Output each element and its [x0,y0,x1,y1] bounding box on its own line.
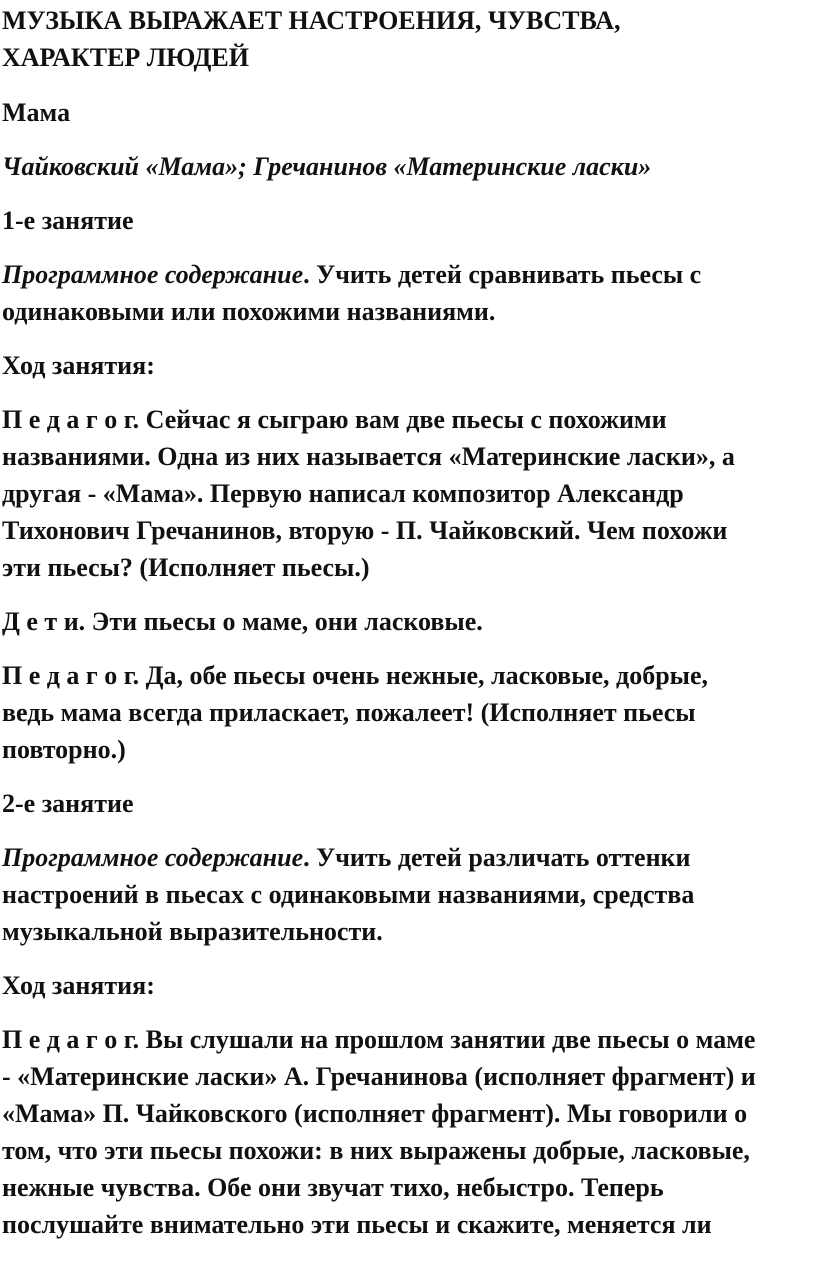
lesson1-course-heading: Ход занятия: [2,351,155,380]
document-title [2,2,816,76]
lesson2-heading: 2-е занятие [2,789,134,818]
lesson2-program [2,839,816,950]
paragraph-line: названиями. Одна из них называется «Материнские ласки», а [2,442,735,471]
lesson1-heading: 1-е занятие [2,206,134,235]
paragraph-line: П е д а г о г. Да, обе пьесы очень нежные, ласковые, добрые, [2,661,709,690]
program-label: Программное содержание [2,843,304,872]
works-line: Чайковский «Мама»; Гречанинов «Материнские ласки» [2,152,652,181]
paragraph-line: другая - «Мама». Первую написал композитор Александр [2,479,684,508]
paragraph-line: ведь мама всегда приласкает, пожалеет! (Исполняет пьесы [2,698,696,727]
program-text: . Учить детей сравнивать пьесы с [303,260,702,289]
lesson1-teacher-paragraph-2 [2,657,816,768]
program-text: одинаковыми или похожими названиями. [2,297,496,326]
paragraph-line: - «Материнские ласки» А. Гречанинова (исполняет фрагмент) и [2,1062,756,1091]
paragraph-line: «Мама» П. Чайковского (исполняет фрагмент). Мы говорили о [2,1099,748,1128]
topic-heading: Мама [2,98,71,127]
program-text: настроений в пьесах с одинаковыми названиями, средства [2,880,695,909]
paragraph-line: послушайте внимательно эти пьесы и скажите, меняется ли [2,1210,712,1239]
title-line: МУЗЫКА ВЫРАЖАЕТ НАСТРОЕНИЯ, ЧУВСТВА, [2,6,621,35]
paragraph-line: повторно.) [2,735,126,764]
lesson1-teacher-paragraph-1 [2,401,816,586]
paragraph-line: П е д а г о г. Вы слушали на прошлом занятии две пьесы о маме [2,1025,756,1054]
program-text: . Учить детей различать оттенки [303,843,691,872]
lesson1-program [2,256,816,330]
paragraph-line: П е д а г о г. Сейчас я сыграю вам две пьесы с похожими [2,405,667,434]
paragraph-line: Тихонович Гречанинов, вторую - П. Чайковский. Чем похожи [2,516,728,545]
lesson2-course-heading: Ход занятия: [2,971,155,1000]
paragraph-line: том, что эти пьесы похожи: в них выражены добрые, ласковые, [2,1136,750,1165]
paragraph-line: нежные чувства. Обе они звучат тихо, небыстро. Теперь [2,1173,664,1202]
lesson2-teacher-paragraph-1 [2,1021,816,1243]
program-label: Программное содержание [2,260,304,289]
program-text: музыкальной выразительности. [2,917,383,946]
paragraph-line: эти пьесы? (Исполняет пьесы.) [2,553,370,582]
title-line: ХАРАКТЕР ЛЮДЕЙ [2,43,249,72]
lesson1-children-reply: Д е т и. Эти пьесы о маме, они ласковые. [2,607,483,636]
